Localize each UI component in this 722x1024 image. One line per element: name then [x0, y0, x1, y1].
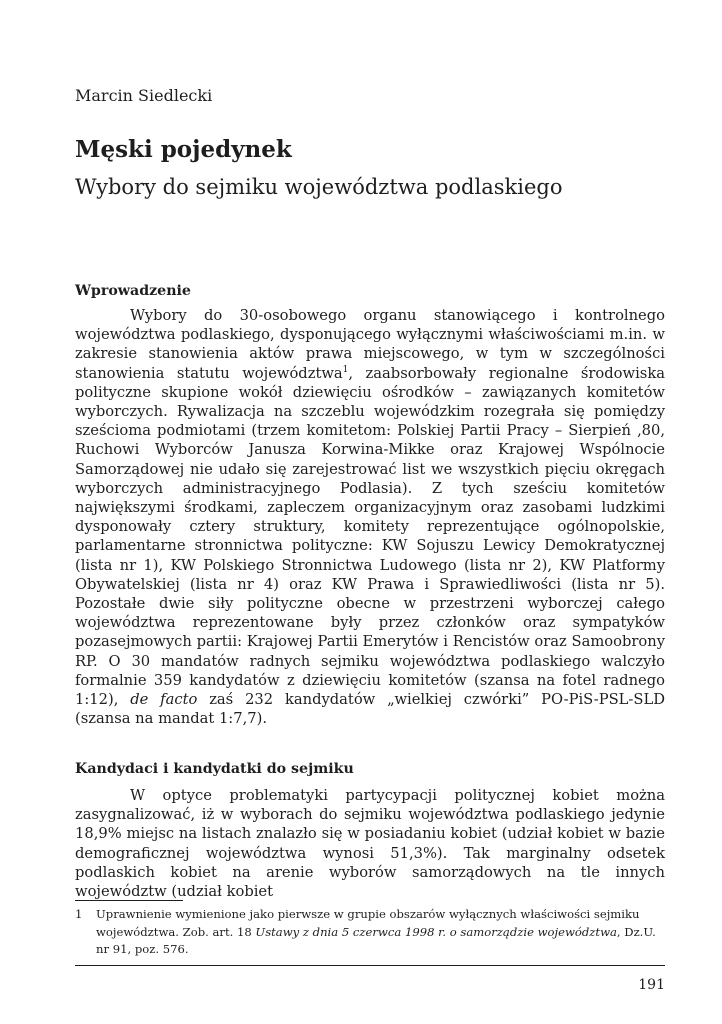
footnote-text-part: Uprawnienie wymienione jako pierwsze w grupie obszarów wyłącznych właściwości sejmiku województwa. Zob. art. 18: [96, 907, 640, 939]
paragraph-text: , zaabsorbowały regionalne środowiska polityczne skupione wokół dziewięciu ośrodków – zawiązanych komitetów wyborczych. Rywalizacja na szczeblu wojewódzkim rozegrała się pomiędzy sześcioma podmiotami (trzem komitetom: Polskiej Partii Pracy – Sierpień ‚80, Ruchowi Wyborców Janusza Korwina-Mikke oraz Krajowej Wspólnocie Samorządowej nie udało się zarejestrować list we wszystkich pięciu okręgach wyborczych administracyjnego Podlasia). Z tych sześciu komitetów największymi środkami, zapleczem organizacyjnym oraz zasobami ludzkimi dysponowały cztery struktury, komitety reprezentujące ogólnopolskie, parlamentarne stronnictwa polityczne: KW Sojuszu Lewicy Demokratycznej (lista nr 1), KW Polskiego Stronnictwa Ludowego (lista nr 2), KW Platformy Obywatelskiej (lista nr 4) oraz KW Prawa i Sprawiedliwości (lista nr 5). Pozostałe dwie siły polityczne obecne w przestrzeni wyborczej całego województwa reprezentowane były przez członków oraz sympatyków pozasejmowych partii: Krajowej Partii Emerytów i Rencistów oraz Samoobrony RP. O 30 mandatów radnych sejmiku województwa podlaskiego walczyło formalnie 359 kandydatów z dziewięciu komitetów (szansa na fotel radnego 1:12),: [75, 364, 665, 709]
page-number: 191: [638, 977, 665, 993]
paragraph-text: zaś 232 kandydatów „wielkiej czwórki” PO-PiS-PSL-SLD (szansa na mandat 1:7,7).: [75, 691, 665, 728]
article-subtitle: Wybory do sejmiku województwa podlaskiego: [75, 175, 563, 199]
footnote-separator: [75, 900, 183, 901]
page-bottom-rule: [75, 965, 665, 966]
footnote-number: 1: [75, 907, 83, 921]
paragraph-text: Wybory do 30-osobowego organu stanowiącego i kontrolnego województwa podlaskiego, dysponującego wyłącznymi właściwościami m.in. w zakresie stanowienia aktów prawa miejscowego, w tym w szczególności stanowienia statutu województwa: [75, 307, 665, 382]
article-title: Męski pojedynek: [75, 136, 292, 163]
footnote-italic-text: Ustawy z dnia 5 czerwca 1998 r. o samorządzie województwa: [255, 924, 617, 939]
section-heading-introduction: Wprowadzenie: [75, 283, 191, 299]
paragraph-candidates: W optyce problematyki partycypacji politycznej kobiet można zasygnalizować, iż w wyborach do sejmiku województwa podlaskiego jedynie 18,9% miejsc na listach znalazło się w posiadaniu kobiet (udział kobiet w bazie demograficznej województwa wynosi 51,3%). Tak marginalny odsetek podlaskich kobiet na arenie wyborów samorządowych na tle innych województw (udział kobiet: [75, 787, 665, 901]
footnote-text-part: , Dz.U. nr 91, poz. 576.: [96, 924, 656, 956]
paragraph-introduction: [75, 306, 665, 728]
footnote-reference: 1: [342, 364, 349, 375]
section-heading-candidates: Kandydaci i kandydatki do sejmiku: [75, 761, 354, 777]
author-name: Marcin Siedlecki: [75, 86, 213, 105]
footnote: [75, 906, 665, 959]
paragraph-italic-text: de facto: [130, 691, 198, 709]
footnote-text: [75, 906, 665, 959]
